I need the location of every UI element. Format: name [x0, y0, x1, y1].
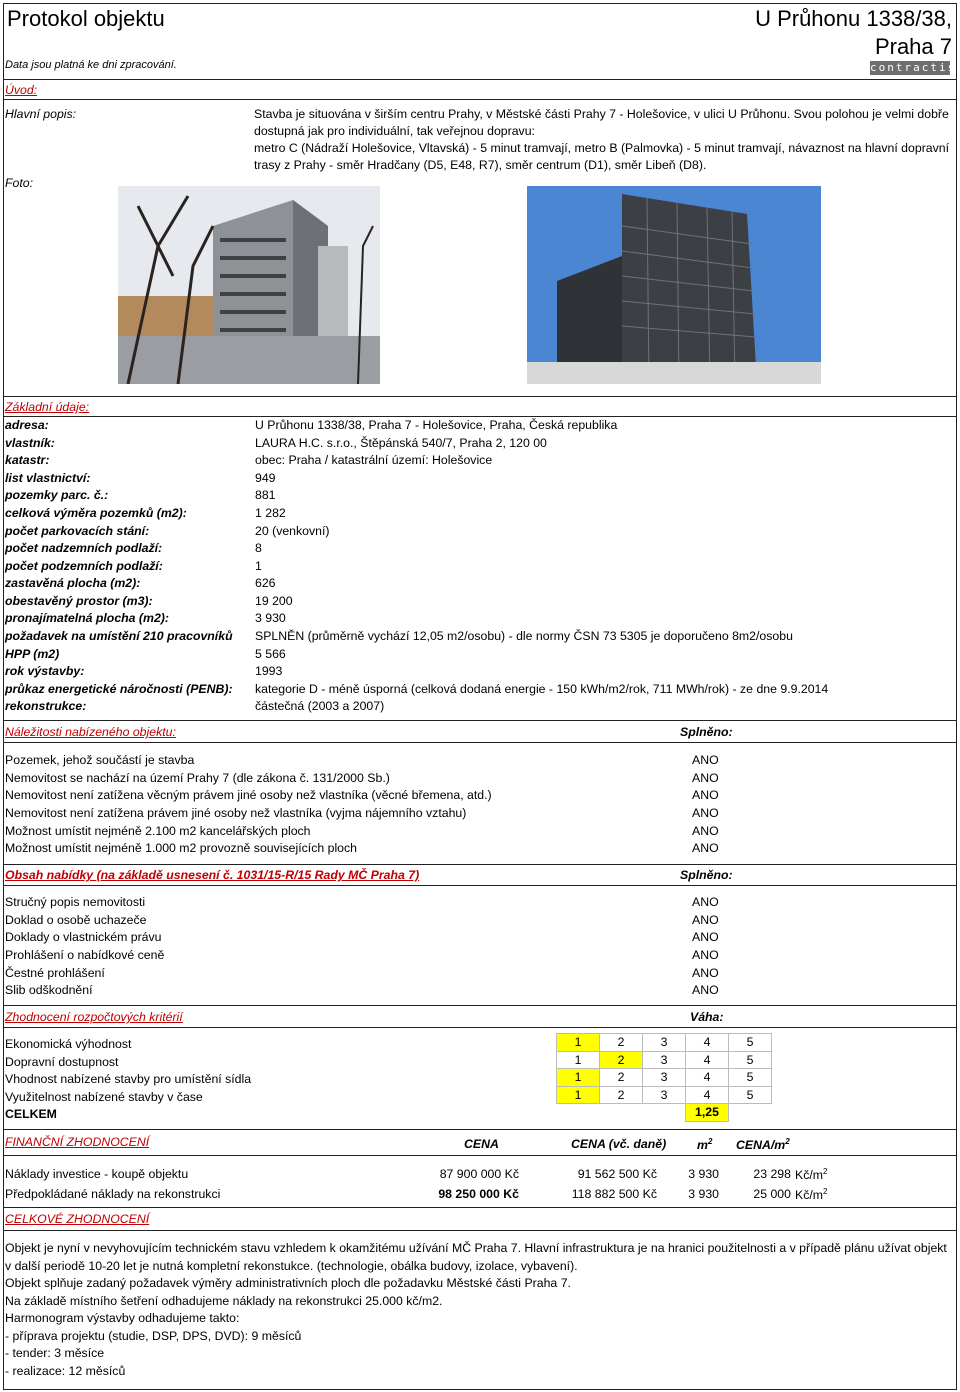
col-price-vat-header: CENA (vč. daně) — [571, 1137, 667, 1151]
weight-total-row — [557, 1104, 772, 1122]
requirement-status: ANO — [692, 841, 719, 855]
financial-top-divider — [3, 1129, 956, 1130]
criterion-text: Vhodnost nabízené stavby pro umístění sídla — [5, 1072, 252, 1086]
weight-scale-cell: 1 — [557, 1069, 600, 1087]
building-photo-1 — [118, 186, 380, 384]
weight-scale-cell: 3 — [643, 1034, 686, 1052]
weight-scale-cell: 2 — [600, 1051, 643, 1069]
requirement-text: Možnost umístit nejméně 1.000 m2 provozně souvisejících ploch — [5, 841, 358, 855]
address-line-1: U Průhonu 1338/38, — [755, 6, 952, 31]
overall-line: Harmonogram výstavby odhadujeme takto: — [5, 1311, 240, 1325]
basic-value: SPLNĚN (průměrně vychází 12,05 m2/osobu) - dle normy ČSN 73 5305 je doporučeno 8m2/osobu — [255, 629, 793, 643]
financial-divider — [3, 1155, 956, 1156]
basic-section-label: Základní údaje: — [5, 400, 90, 414]
offer-item-text: Doklad o osobě uchazeče — [5, 913, 147, 927]
basic-label: rekonstrukce: — [5, 699, 87, 713]
requirement-status: ANO — [692, 788, 719, 802]
header-divider — [3, 79, 956, 80]
financial-unit — [795, 1167, 827, 1182]
col-price-header: CENA — [464, 1137, 499, 1151]
overall-line: Objekt je nyní v nevyhovujícím technickém stavu vzhledem k okamžitému užívání MČ Praha 7. Hlavní infrastruktura je na hranici použitelnosti a v případě plánu užívat objekt — [5, 1241, 947, 1255]
weight-scale-cell: 5 — [729, 1069, 772, 1087]
description-line: dostupná jak pro individuální, tak veřejnou dopravu: — [254, 124, 535, 138]
basic-value: 1 — [255, 559, 262, 573]
weight-scale-cell: 1 — [557, 1051, 600, 1069]
requirement-text: Nemovitost se nachází na území Prahy 7 (dle zákona č. 131/2000 Sb.) — [5, 771, 390, 785]
basic-value: obec: Praha / katastrální území: Holešovice — [255, 453, 493, 467]
requirement-status: ANO — [692, 824, 719, 838]
budget-section-label: Zhodnocení rozpočtových kritérií — [5, 1010, 183, 1024]
requirements-status-label: Splněno: — [680, 725, 733, 739]
weight-scale-cell: 5 — [729, 1051, 772, 1069]
requirements-top-divider — [3, 720, 956, 721]
overall-top-divider — [3, 1207, 956, 1208]
building-photo-2 — [527, 186, 821, 384]
financial-price: 87 900 000 Kč — [439, 1167, 519, 1181]
superscript: 2 — [707, 1137, 713, 1146]
basic-value: LAURA H.C. s.r.o., Štěpánská 540/7, Praha 2, 120 00 — [255, 436, 547, 450]
overall-line: Objekt splňuje zadaný požadavek výměry administrativních ploch dle požadavku Městské části Praha 7. — [5, 1276, 571, 1290]
basic-label: obestavěný prostor (m3): — [5, 594, 153, 608]
weight-scale-cell: 3 — [643, 1051, 686, 1069]
financial-area: 3 930 — [688, 1187, 719, 1201]
weight-scale-cell: 5 — [729, 1086, 772, 1104]
col-per-m2-header — [736, 1137, 790, 1152]
requirement-text: Nemovitost není zatížena věcným právem jiné osoby než vlastníka (věcné břemena, atd.) — [5, 788, 492, 802]
offer-item-status: ANO — [692, 913, 719, 927]
offer-item-status: ANO — [692, 930, 719, 944]
building-photo-1-drawing — [118, 186, 380, 384]
requirement-text: Nemovitost není zatížena právem jiné osoby než vlastníka (vyjma nájemního vztahu) — [5, 806, 467, 820]
basic-value: 1993 — [255, 664, 283, 678]
overall-line: - realizace: 12 měsíců — [5, 1364, 126, 1378]
basic-label: rok výstavby: — [5, 664, 85, 678]
photos-divider — [3, 396, 956, 397]
basic-value: 1 282 — [255, 506, 286, 520]
basic-value: 19 200 — [255, 594, 293, 608]
weight-scale-cell: 2 — [600, 1086, 643, 1104]
basic-value: 881 — [255, 488, 276, 502]
weight-label: Váha: — [690, 1010, 724, 1024]
overall-line: - příprava projektu (studie, DSP, DPS, DVD): 9 měsíců — [5, 1329, 302, 1343]
weight-scale-cell: 3 — [643, 1069, 686, 1087]
weight-scale-table — [556, 1033, 772, 1122]
criterion-text: Ekonomická výhodnost — [5, 1037, 132, 1051]
financial-section-label: FINANČNÍ ZHODNOCENÍ — [5, 1135, 150, 1149]
offer-item-text: Prohlášení o nabídkové ceně — [5, 948, 165, 962]
offer-item-status: ANO — [692, 948, 719, 962]
weight-scale-row — [557, 1034, 772, 1052]
basic-label: pronajímatelná plocha (m2): — [5, 611, 169, 625]
weight-scale-cell: 3 — [643, 1086, 686, 1104]
basic-label: katastr: — [5, 453, 50, 467]
weight-scale-row — [557, 1051, 772, 1069]
basic-value: 626 — [255, 576, 276, 590]
basic-label: počet podzemních podlaží: — [5, 559, 163, 573]
weight-total-empty — [557, 1104, 600, 1122]
criterion-text: Využitelnost nabízené stavby v čase — [5, 1090, 203, 1104]
weight-scale-cell: 4 — [686, 1034, 729, 1052]
offer-item-status: ANO — [692, 966, 719, 980]
superscript: 2 — [823, 1167, 828, 1176]
basic-label: požadavek na umístění 210 pracovníků — [5, 629, 233, 643]
financial-price-vat: 118 882 500 Kč — [571, 1187, 657, 1201]
weight-total-value: 1,25 — [686, 1104, 729, 1122]
col-area-text: m — [697, 1138, 708, 1153]
criterion-text: Dopravní dostupnost — [5, 1055, 119, 1069]
financial-price-vat: 91 562 500 Kč — [577, 1167, 657, 1181]
basic-value: 949 — [255, 471, 276, 485]
basic-label: HPP (m2) — [5, 647, 60, 661]
validity-note: Data jsou platná ke dni zpracování. — [5, 59, 177, 71]
offer-status-label: Splněno: — [680, 868, 733, 882]
overall-line: - tender: 3 měsíce — [5, 1346, 105, 1360]
weight-scale-cell: 4 — [686, 1051, 729, 1069]
offer-item-text: Doklady o vlastnickém právu — [5, 930, 162, 944]
basic-value: 8 — [255, 541, 262, 555]
basic-label: průkaz energetické náročnosti (PENB): — [5, 682, 233, 696]
unit-text: Kč/m — [795, 1188, 824, 1203]
overall-section-label: CELKOVÉ ZHODNOCENÍ — [5, 1212, 150, 1226]
weight-scale-row — [557, 1069, 772, 1087]
weight-scale-cell: 1 — [557, 1086, 600, 1104]
col-area-header — [697, 1137, 712, 1152]
basic-label: vlastník: — [5, 436, 55, 450]
weight-scale-row — [557, 1086, 772, 1104]
offer-section-label: Obsah nabídky (na základě usnesení č. 1031/15-R/15 Rady MČ Praha 7) — [5, 868, 420, 882]
intro-section-label: Úvod: — [5, 83, 38, 97]
requirements-section-label: Náležitosti nabízeného objektu: — [5, 725, 176, 739]
description-line: Stavba je situována v širším centru Prahy, v Městské části Prahy 7 - Holešovice, v ulici U Průhonu. Svou polohou je velmi dobře — [254, 107, 949, 121]
basic-label: počet nadzemních podlaží: — [5, 541, 163, 555]
total-label: CELKEM — [5, 1107, 57, 1121]
weight-total-empty — [600, 1104, 643, 1122]
basic-value: 20 (venkovní) — [255, 524, 330, 538]
col-per-text: CENA/m — [736, 1138, 786, 1153]
superscript: 2 — [823, 1187, 828, 1196]
weight-scale-cell: 4 — [686, 1086, 729, 1104]
basic-label: list vlastnictví: — [5, 471, 91, 485]
offer-item-text: Čestné prohlášení — [5, 966, 105, 980]
address-line-2: Praha 7 — [874, 34, 952, 59]
requirement-status: ANO — [692, 753, 719, 767]
weight-scale-cell: 2 — [600, 1069, 643, 1087]
overall-line: v další periodě 10-20 let je nutná kompletní rekonstukce. (technologie, obálka budovy, izolace, vybavení). — [5, 1259, 578, 1273]
financial-row-label: Předpokládané náklady na rekonstrukci — [5, 1187, 221, 1201]
offer-divider — [3, 885, 956, 886]
offer-item-text: Stručný popis nemovitosti — [5, 895, 146, 909]
basic-label: zastavěná plocha (m2): — [5, 576, 141, 590]
weight-scale-cell: 5 — [729, 1034, 772, 1052]
requirement-text: Pozemek, jehož součástí je stavba — [5, 753, 195, 767]
financial-unit — [795, 1187, 827, 1202]
weight-scale-cell: 2 — [600, 1034, 643, 1052]
weight-scale-cell: 4 — [686, 1069, 729, 1087]
basic-value: 3 930 — [255, 611, 286, 625]
offer-item-status: ANO — [692, 983, 719, 997]
requirement-status: ANO — [692, 771, 719, 785]
financial-price: 98 250 000 Kč — [438, 1187, 519, 1201]
financial-row-label: Náklady investice - koupě objektu — [5, 1167, 189, 1181]
unit-text: Kč/m — [795, 1168, 824, 1183]
description-line: metro C (Nádraží Holešovice, Vltavská) - 5 minut tramvají, metro B (Palmovka) - 5 minut tramvají, návaznost na hlavní dopravní — [254, 141, 950, 155]
offer-item-text: Slib odškodnění — [5, 983, 93, 997]
contractis-logo: contractis — [870, 61, 957, 74]
basic-value: kategorie D - méně úsporná (celková dodaná energie - 150 kWh/m2/rok, 711 MWh/rok) - ze dne 9.9.2014 — [255, 682, 829, 696]
weight-scale-cell: 1 — [557, 1034, 600, 1052]
requirement-status: ANO — [692, 806, 719, 820]
basic-value: U Průhonu 1338/38, Praha 7 - Holešovice, Praha, Česká republika — [255, 418, 618, 432]
weight-total-empty — [643, 1104, 686, 1122]
page-title: Protokol objektu — [7, 6, 165, 31]
building-photo-2-drawing — [527, 186, 821, 384]
basic-value: částečná (2003 a 2007) — [255, 699, 385, 713]
superscript: 2 — [785, 1137, 790, 1146]
intro-divider — [3, 99, 956, 100]
overall-divider — [3, 1230, 956, 1231]
budget-divider — [3, 1027, 956, 1028]
description-line: trasy z Prahy - směr Hradčany (D5, E48, R7), směr centrum (D1), směr Libeň (D8). — [254, 158, 707, 172]
offer-top-divider — [3, 864, 956, 865]
basic-label: pozemky parc. č.: — [5, 488, 109, 502]
basic-label: adresa: — [5, 418, 49, 432]
financial-per-m2: 25 000 — [753, 1187, 791, 1201]
financial-per-m2: 23 298 — [753, 1167, 791, 1181]
budget-top-divider — [3, 1005, 956, 1006]
requirement-text: Možnost umístit nejméně 2.100 m2 kancelářských ploch — [5, 824, 311, 838]
financial-area: 3 930 — [688, 1167, 719, 1181]
overall-line: Na základě místního šetření odhadujeme náklady na rekonstrukci 25.000 kč/m2. — [5, 1294, 443, 1308]
weight-total-empty — [729, 1104, 772, 1122]
basic-divider — [3, 416, 956, 417]
photo-label: Foto: — [5, 176, 34, 190]
basic-value: 5 566 — [255, 647, 286, 661]
basic-label: počet parkovacích stání: — [5, 524, 150, 538]
requirements-divider — [3, 742, 956, 743]
offer-item-status: ANO — [692, 895, 719, 909]
main-description-label: Hlavní popis: — [5, 107, 77, 121]
basic-label: celková výměra pozemků (m2): — [5, 506, 187, 520]
